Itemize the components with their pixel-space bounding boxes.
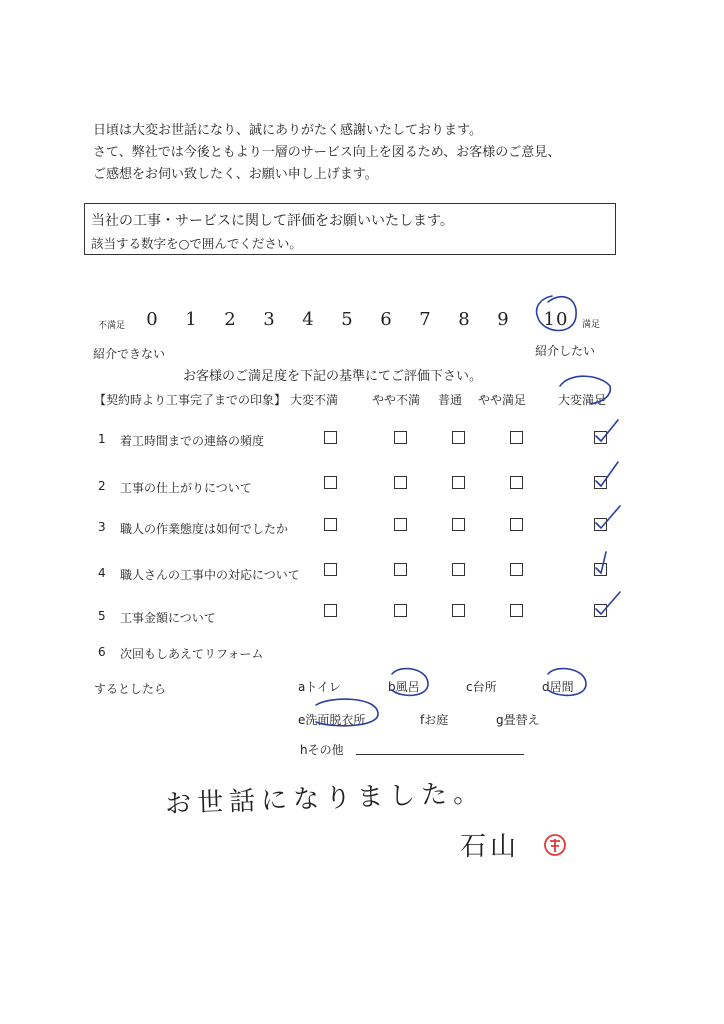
question-6-line-1: 次回もしあえてリフォーム [120, 647, 264, 661]
option-key: a [298, 680, 306, 694]
scale-number-5[interactable]: 5 [341, 309, 353, 330]
option-key: f [420, 713, 425, 727]
option-key: h [300, 743, 308, 757]
option-garden[interactable] [420, 711, 448, 728]
option-kitchen[interactable] [466, 678, 497, 695]
checkbox-neutral[interactable] [452, 476, 465, 489]
scale-number-10[interactable]: 10 [543, 309, 569, 330]
question-number: 3 [98, 520, 106, 534]
checkbox-very-dissatisfied[interactable] [324, 563, 337, 576]
checkbox-somewhat-satisfied[interactable] [510, 563, 523, 576]
stamp [545, 835, 565, 855]
table-header-label: 【契約時より工事完了までの印象】 [94, 393, 287, 407]
scale-satisfied-label: 満足 [582, 320, 601, 330]
option-toilet[interactable] [298, 678, 341, 695]
checkbox-very-dissatisfied[interactable] [324, 431, 337, 444]
checkbox-very-dissatisfied[interactable] [324, 604, 337, 617]
criteria-text: お客様のご満足度を下記の基準にてご評価下さい。 [183, 369, 483, 384]
other-fill-line[interactable] [356, 754, 524, 755]
cannot-recommend-label: 紹介できない [93, 347, 166, 361]
option-label: 居間 [549, 680, 574, 694]
option-other[interactable] [300, 741, 344, 758]
checkbox-somewhat-satisfied[interactable] [510, 604, 523, 617]
option-label: その他 [307, 743, 344, 757]
checkbox-very-satisfied[interactable] [594, 518, 607, 531]
question-text: 工事金額について [120, 611, 216, 625]
scale-number-2[interactable]: 2 [224, 309, 236, 330]
option-label: 台所 [472, 680, 497, 694]
question-6-number: 6 [98, 645, 106, 659]
column-neutral: 普通 [438, 393, 463, 407]
option-key: c [466, 680, 473, 694]
checkbox-somewhat-dissatisfied[interactable] [394, 431, 407, 444]
column-very-dissatisfied: 大変不満 [290, 393, 339, 407]
scale-number-0[interactable]: 0 [146, 309, 158, 330]
scale-number-8[interactable]: 8 [458, 309, 470, 330]
question-number: 4 [98, 566, 106, 580]
intro-text [93, 120, 560, 186]
question-text: 職人さんの工事中の対応について [120, 568, 300, 582]
want-recommend-label: 紹介したい [535, 344, 596, 358]
handwritten-signature: 石山 [460, 832, 521, 862]
scale-number-4[interactable]: 4 [302, 309, 314, 330]
option-key: g [496, 713, 504, 727]
option-label: トイレ [305, 680, 341, 694]
checkbox-very-dissatisfied[interactable] [324, 518, 337, 531]
option-key: b [388, 680, 396, 694]
column-somewhat-satisfied: やや満足 [478, 393, 527, 407]
option-label: 畳替え [503, 713, 540, 727]
option-key: d [542, 680, 550, 694]
instruction-box [84, 203, 616, 255]
question-text: 工事の仕上がりについて [120, 481, 252, 495]
option-tatami[interactable] [496, 711, 540, 728]
option-bath[interactable] [388, 678, 420, 695]
checkbox-somewhat-satisfied[interactable] [510, 476, 523, 489]
checkbox-neutral[interactable] [452, 431, 465, 444]
scale-number-7[interactable]: 7 [419, 309, 431, 330]
scale-number-1[interactable]: 1 [185, 309, 197, 330]
question-number: 1 [98, 432, 106, 446]
checkbox-somewhat-satisfied[interactable] [510, 431, 523, 444]
option-washroom[interactable] [298, 711, 365, 728]
intro-line: さて、弊社では今後ともより一層のサービス向上を図るため、お客様のご意見、 [93, 145, 561, 160]
checkbox-somewhat-dissatisfied[interactable] [394, 563, 407, 576]
checkbox-neutral[interactable] [452, 604, 465, 617]
intro-line: 日頃は大変お世話になり、誠にありがたく感謝いたしております。 [93, 123, 482, 138]
question-number: 5 [98, 609, 106, 623]
intro-line: ご感想をお伺い致したく、お願い申し上げます。 [93, 167, 378, 182]
handwritten-comment: お世話になりました。 [164, 778, 486, 820]
option-key: e [298, 713, 306, 727]
checkbox-somewhat-dissatisfied[interactable] [394, 518, 407, 531]
checkbox-somewhat-dissatisfied[interactable] [394, 604, 407, 617]
checkbox-very-satisfied[interactable] [594, 604, 607, 617]
checkbox-somewhat-satisfied[interactable] [510, 518, 523, 531]
checkbox-neutral[interactable] [452, 518, 465, 531]
scale-number-3[interactable]: 3 [263, 309, 275, 330]
question-text: 着工時間までの連絡の頻度 [120, 434, 265, 448]
instruction-line-1: 当社の工事・サービスに関して評価をお願いいたします。 [91, 213, 454, 229]
question-number: 2 [98, 479, 106, 493]
option-label: 洗面脱衣所 [305, 713, 366, 727]
question-6-line-2: するとしたら [94, 682, 167, 696]
option-label: 風呂 [395, 680, 420, 694]
option-living-room[interactable] [542, 678, 574, 695]
checkbox-very-satisfied[interactable] [594, 563, 607, 576]
question-text: 職人の作業態度は如何でしたか [120, 522, 289, 536]
scale-dissatisfied-label: 不満足 [98, 321, 126, 331]
checkbox-very-dissatisfied[interactable] [324, 476, 337, 489]
checkbox-very-satisfied[interactable] [594, 476, 607, 489]
scale-number-6[interactable]: 6 [380, 309, 392, 330]
scale-number-9[interactable]: 9 [497, 309, 509, 330]
column-very-satisfied: 大変満足 [558, 393, 607, 407]
option-label: お庭 [424, 713, 449, 727]
checkbox-somewhat-dissatisfied[interactable] [394, 476, 407, 489]
checkbox-very-satisfied[interactable] [594, 431, 607, 444]
checkbox-neutral[interactable] [452, 563, 465, 576]
instruction-line-2: 該当する数字を○で囲んでください。 [91, 236, 302, 251]
column-somewhat-dissatisfied: やや不満 [372, 393, 421, 407]
